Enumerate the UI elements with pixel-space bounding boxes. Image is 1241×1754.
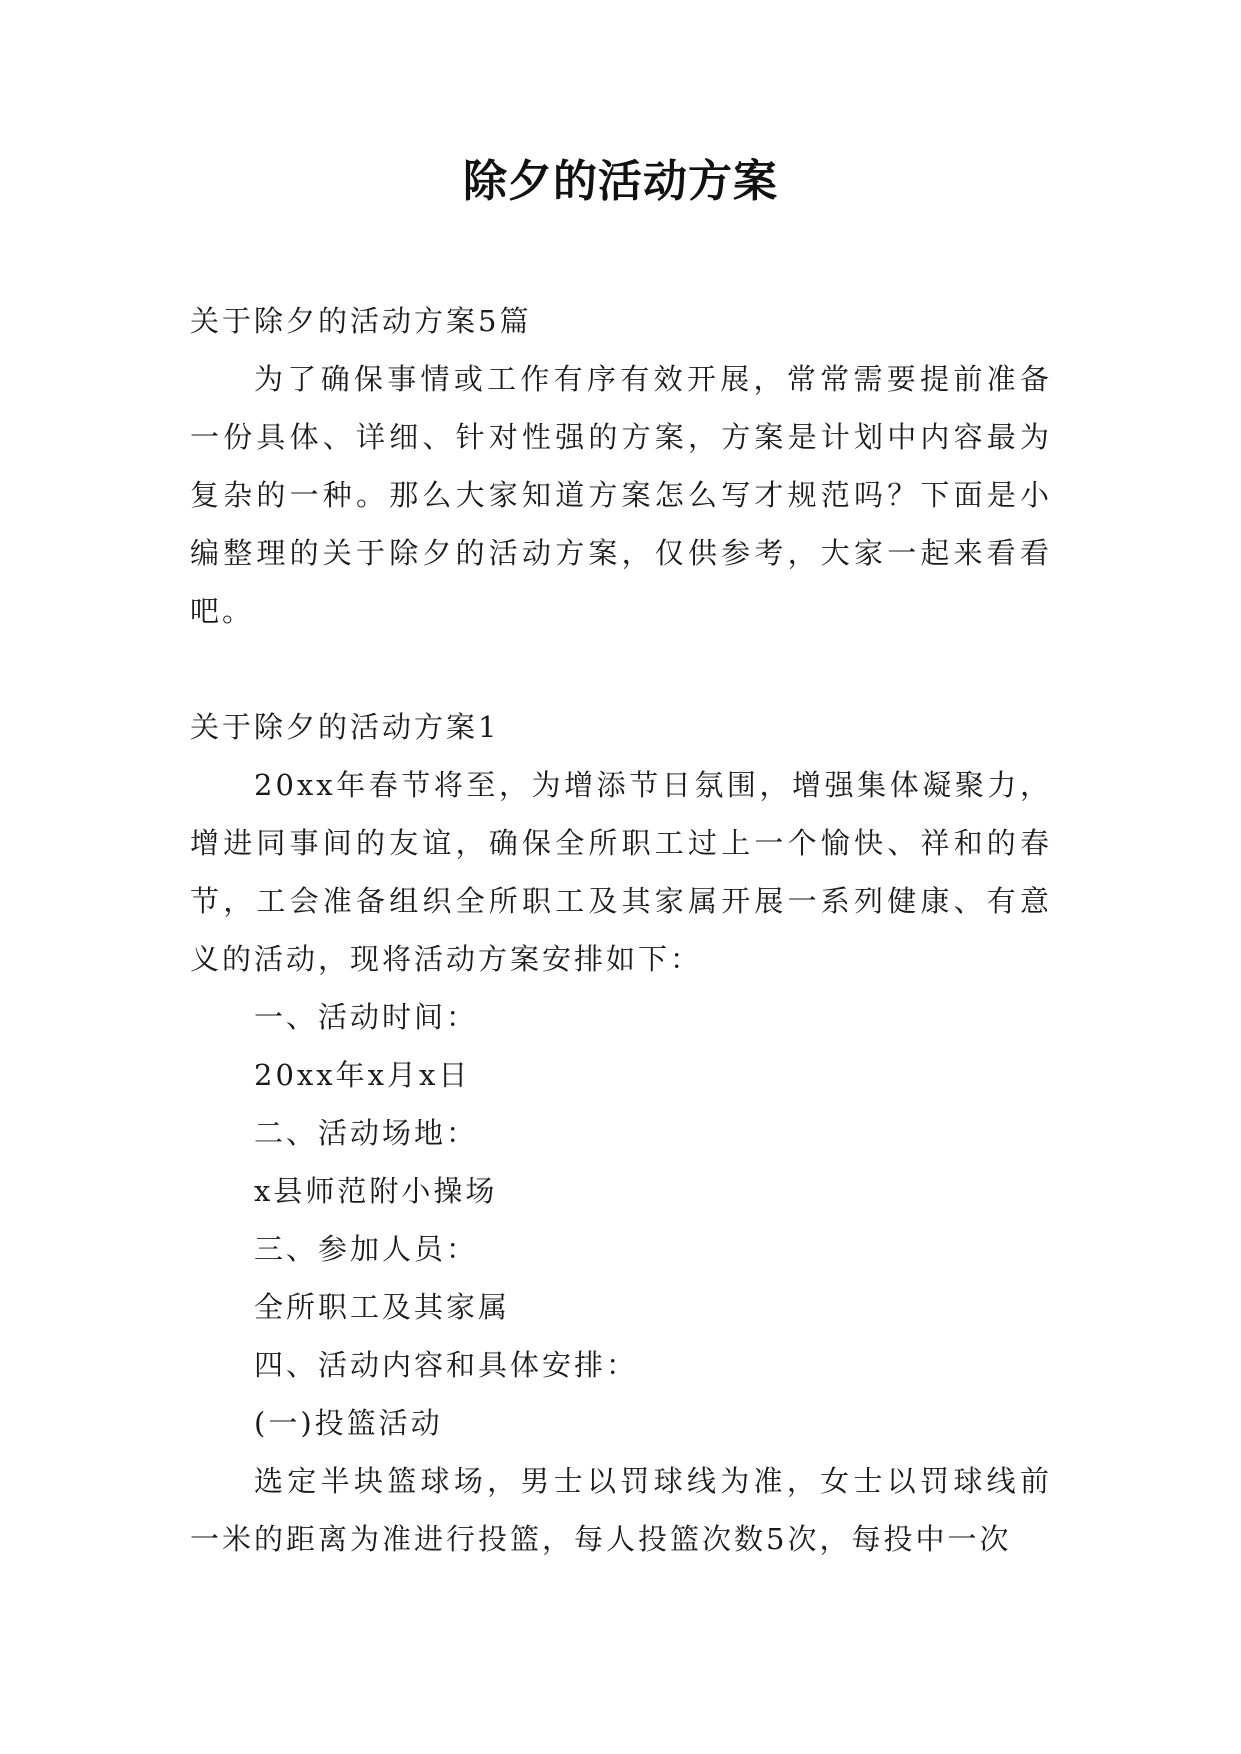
activity-time-heading: 一、活动时间： — [254, 1000, 479, 1034]
document-title: 除夕的活动方案 — [463, 156, 778, 207]
section-heading: 关于除夕的活动方案1 — [190, 710, 500, 744]
section-intro-paragraph: 20xx年春节将至，为增添节日氛围，增强集体凝聚力，增进同事间的友谊，确保全所职工过上一个愉快、祥和的春节，工会准备组织全所职工及其家属开展一系列健康、有意义的活动，现将活动方案安排如下： — [190, 768, 1052, 976]
subtitle-paragraph: 关于除夕的活动方案5篇 — [190, 304, 532, 338]
paragraph-spacer — [190, 640, 1052, 698]
participants-heading: 三、参加人员： — [254, 1232, 479, 1266]
activity-venue-value: x县师范附小操场 — [254, 1174, 498, 1208]
content-heading: 四、活动内容和具体安排： — [254, 1348, 639, 1382]
document-body — [190, 292, 1052, 1568]
activity-venue-heading: 二、活动场地： — [254, 1116, 479, 1150]
basketball-heading: (一)投篮活动 — [254, 1406, 443, 1440]
participants-value: 全所职工及其家属 — [254, 1290, 511, 1324]
activity-time-value: 20xx年x月x日 — [254, 1058, 471, 1092]
basketball-rules-paragraph: 选定半块篮球场，男士以罚球线为准，女士以罚球线前一米的距离为准进行投篮，每人投篮次数5次，每投中一次 — [190, 1464, 1052, 1556]
intro-paragraph: 为了确保事情或工作有序有效开展，常常需要提前准备一份具体、详细、针对性强的方案，方案是计划中内容最为复杂的一种。那么大家知道方案怎么写才规范吗？下面是小编整理的关于除夕的活动方案，仅供参考，大家一起来看看吧。 — [190, 362, 1052, 628]
